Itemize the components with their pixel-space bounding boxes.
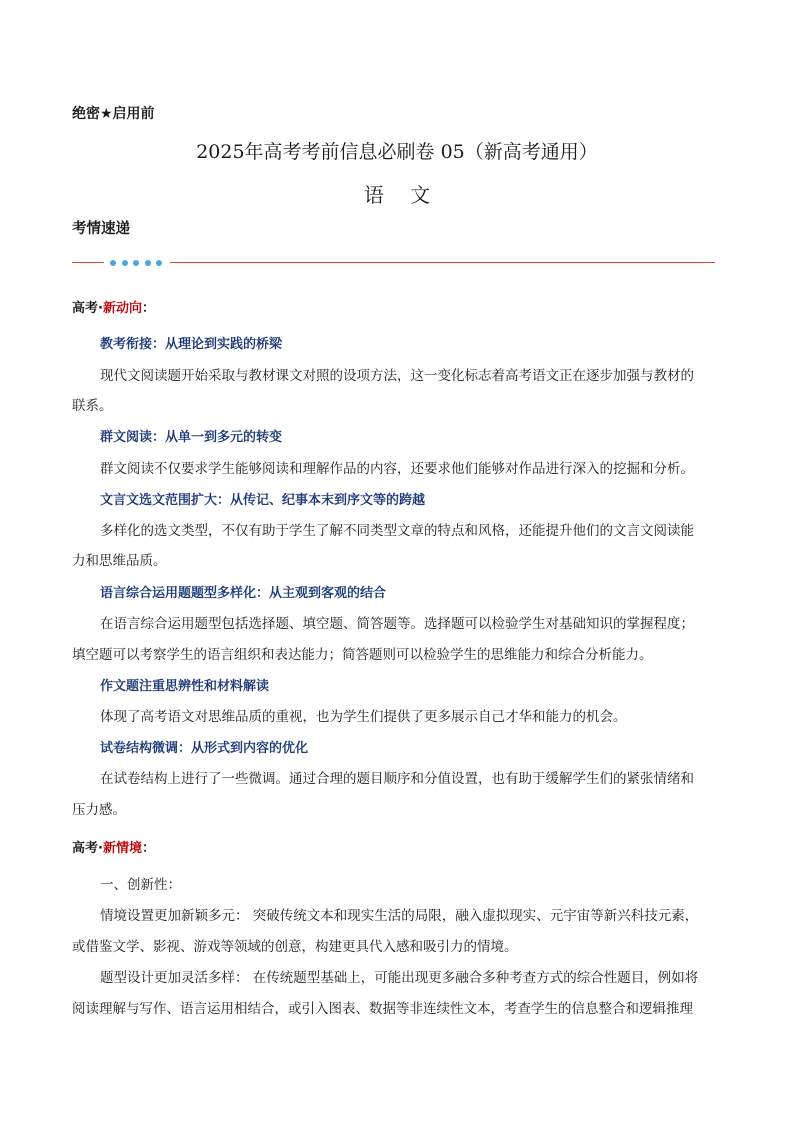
divider-dot	[156, 260, 162, 266]
paragraph-9-line-1: 题型设计更加灵活多样： 在传统题型基础上，可能出现更多融合多种考查方式的综合性题目，例如将	[100, 970, 699, 986]
divider-left-line	[72, 262, 104, 263]
subject-title: 语 文	[363, 183, 441, 207]
paragraph-3-line-2: 力和思维品质。	[72, 553, 167, 569]
category-prefix: 高考·	[72, 841, 103, 856]
divider-dot	[110, 260, 116, 266]
paragraph-4-line-2: 填空题可以考察学生的语言组织和表达能力；简答题则可以检验学生的思维能力和综合分析能力。	[72, 647, 653, 663]
paragraph-6-line-2: 压力感。	[72, 802, 126, 818]
subheading-4: 语言综合运用题题型多样化：从主观到客观的结合	[100, 586, 387, 601]
divider-dot	[133, 260, 139, 266]
category-heading-new-contexts	[72, 837, 155, 856]
paragraph-4-line-1: 在语言综合运用题型包括选择题、填空题、简答题等。选择题可以检验学生对基础知识的掌握程度；	[100, 616, 694, 632]
subheading-6: 试卷结构微调：从形式到内容的优化	[100, 741, 309, 756]
paragraph-1-line-2: 联系。	[72, 398, 113, 414]
divider-dot	[145, 260, 151, 266]
subheading-3: 文言文选文范围扩大：从传记、纪事本末到序文等的跨越	[100, 493, 426, 508]
category-suffix: ：	[141, 301, 155, 316]
paragraph-5: 体现了高考语文对思维品质的重视，也为学生们提供了更多展示自己才华和能力的机会。	[100, 709, 627, 725]
paragraph-7: 一、创新性：	[100, 877, 181, 893]
exam-title: 2025年高考考前信息必刷卷 05（新高考通用）	[196, 141, 598, 163]
divider-dot	[122, 260, 128, 266]
category-highlight: 新动向	[102, 301, 142, 316]
section-heading: 考情速递	[72, 221, 130, 237]
paragraph-8-line-2: 或借鉴文学、影视、游戏等领域的创意，构建更具代入感和吸引力的情境。	[72, 939, 518, 955]
confidential-mark: 绝密★启用前	[72, 106, 155, 122]
paragraph-2: 群文阅读不仅要求学生能够阅读和理解作品的内容，还要求他们能够对作品进行深入的挖掘和分析。	[100, 461, 694, 477]
divider-dots	[110, 259, 162, 267]
paragraph-1-line-1: 现代文阅读题开始采取与教材课文对照的设项方法，这一变化标志着高考语文正在逐步加强与教材的	[100, 368, 694, 384]
paragraph-3-line-1: 多样化的选文类型，不仅有助于学生了解不同类型文章的特点和风格，还能提升他们的文言文阅读能	[100, 523, 694, 539]
category-suffix: ：	[141, 841, 155, 856]
paragraph-9-line-2: 阅读理解与写作、语言运用相结合，或引入图表、数据等非连续性文本，考查学生的信息整合和逻辑推理	[72, 1001, 693, 1017]
category-highlight: 新情境	[102, 841, 142, 856]
subheading-5: 作文题注重思辨性和材料解读	[100, 679, 270, 694]
divider-right-line	[170, 262, 715, 263]
subheading-2: 群文阅读：从单一到多元的转变	[100, 430, 283, 445]
category-prefix: 高考·	[72, 301, 103, 316]
category-heading-new-trends	[72, 297, 155, 316]
subheading-1: 教考衔接：从理论到实践的桥梁	[100, 337, 283, 352]
paragraph-6-line-1: 在试卷结构上进行了一些微调。通过合理的题目顺序和分值设置，也有助于缓解学生们的紧张情绪和	[100, 771, 694, 787]
paragraph-8-line-1: 情境设置更加新颖多元： 突破传统文本和现实生活的局限，融入虚拟现实、元宇宙等新兴科技元素，	[100, 908, 699, 924]
